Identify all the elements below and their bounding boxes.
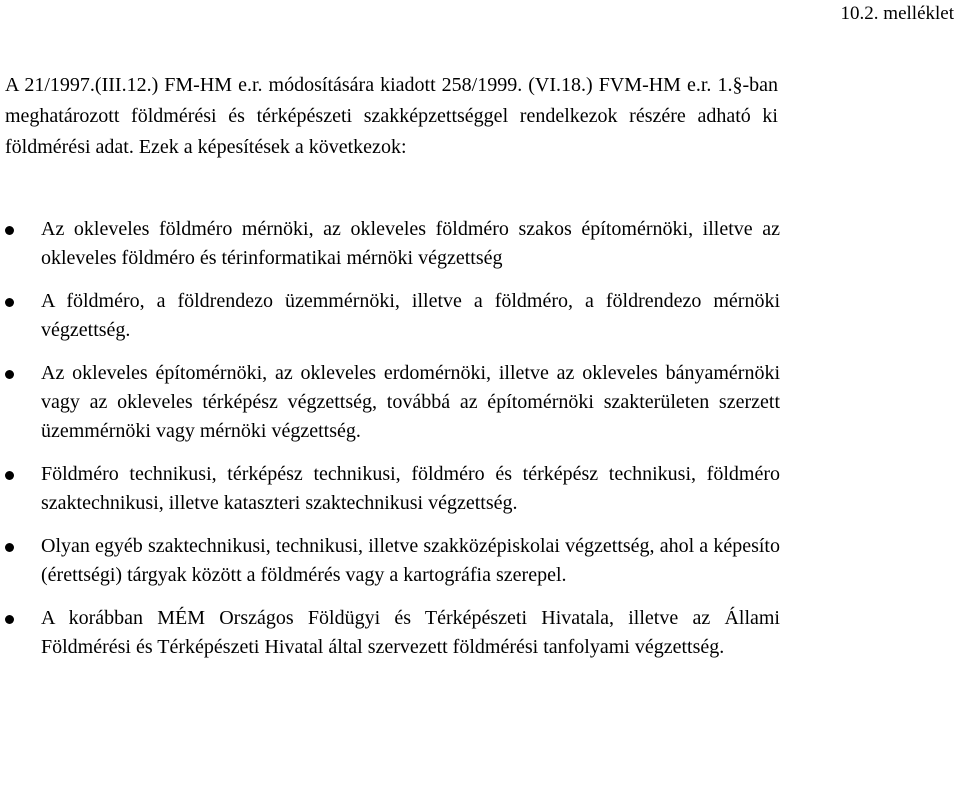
bullet-icon [5,370,14,379]
list-item [0,460,780,518]
list-item-text: Az okleveles földméro mérnöki, az okleveles földméro szakos építomérnöki, illetve az okleveles földméro és térinformatikai mérnöki végzettség [41,218,780,269]
list-item-text: Földméro technikusi, térképész technikusi, földméro és térképész technikusi, földméro szaktechnikusi, illetve kataszteri szaktechnikusi végzettség. [41,463,780,514]
annex-label: 10.2. melléklet [840,3,954,24]
list-item [0,604,780,662]
list-item [0,359,780,446]
intro-paragraph: A 21/1997.(III.12.) FM-HM e.r. módosítására kiadott 258/1999. (VI.18.) FVM-HM e.r. 1.§-ban meghatározott földmérési és térképészeti szakképzettséggel rendelkezok részére adható ki földmérési adat. Ezek a képesítések a következok: [5,74,778,158]
bullet-icon [5,471,14,480]
list-item [0,215,780,273]
list-item-text: Az okleveles építomérnöki, az okleveles erdomérnöki, illetve az okleveles bányamérnöki vagy az okleveles térképész végzettség, továbbá az építomérnöki szakterületen szerzett üzemmérnöki vagy mérnöki végzettség. [41,362,780,442]
list-item [0,532,780,590]
list-item-text: Olyan egyéb szaktechnikusi, technikusi, illetve szakközépiskolai végzettség, ahol a képesíto (érettségi) tárgyak között a földmérés vagy a kartográfia szerepel. [41,535,780,586]
bullet-icon [5,298,14,307]
bullet-icon [5,226,14,235]
qualification-list [0,215,780,676]
list-item [0,287,780,345]
list-item-text: A korábban MÉM Országos Földügyi és Térképészeti Hivatala, illetve az Állami Földmérési és Térképészeti Hivatal által szervezett földmérési tanfolyami végzettség. [41,607,780,658]
list-item-text: A földméro, a földrendezo üzemmérnöki, illetve a földméro, a földrendezo mérnöki végzettség. [41,290,780,341]
bullet-icon [5,615,14,624]
bullet-icon [5,543,14,552]
